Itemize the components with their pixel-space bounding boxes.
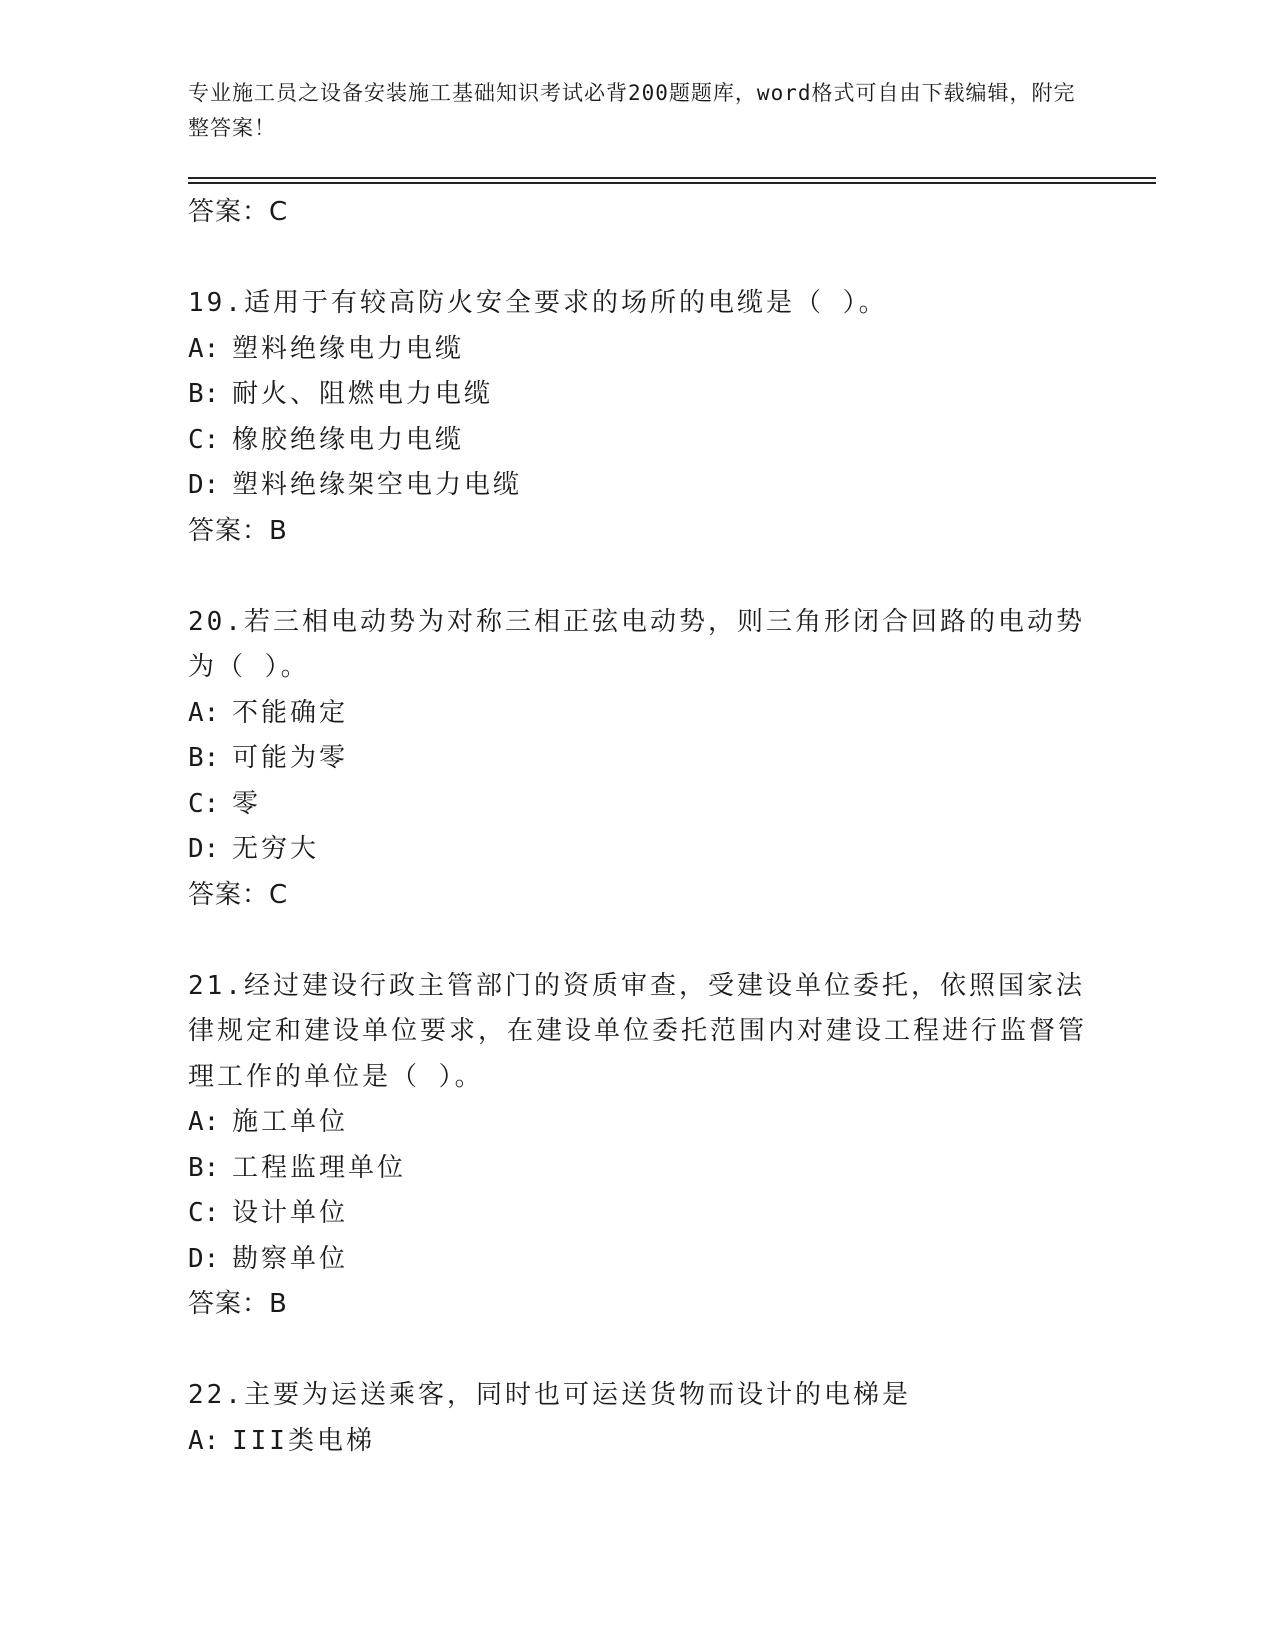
question-20 [188,600,1088,919]
option-b [188,736,1088,782]
option-letter: B: [188,743,220,773]
answer-line: 答案：C [188,879,289,910]
header-rule-top [188,177,1156,179]
option-text: 设计单位 [232,1198,349,1228]
option-text: 勘察单位 [232,1243,349,1274]
option-letter: D: [188,1243,220,1274]
header-rule-bottom [188,182,1156,184]
option-text: 不能确定 [232,697,349,728]
option-text: 工程监理单位 [232,1152,407,1183]
option-a [188,327,1088,373]
option-letter: D: [188,834,220,864]
question-19 [188,281,1088,554]
option-letter: B: [188,379,220,409]
option-letter: D: [188,470,220,500]
option-letter: A: [188,1107,220,1137]
option-a [188,1419,1088,1465]
option-text: 无穷大 [232,834,320,864]
question-stem: 21.经过建设行政主管部门的资质审查，受建设单位委托，依照国家法律规定和建设单位要求，在建设单位委托范围内对建设工程进行监督管理工作的单位是（ ）。 [188,970,1088,1092]
option-letter: B: [188,1152,220,1183]
question-stem: 19.适用于有较高防火安全要求的场所的电缆是（ ）。 [188,288,888,318]
option-text: 可能为零 [232,743,349,773]
option-d [188,827,1088,873]
option-text: 零 [232,788,262,819]
question-22 [188,1373,1088,1464]
option-c [188,1191,1088,1237]
option-letter: C: [188,424,220,455]
option-b [188,372,1088,418]
option-c [188,418,1088,464]
option-letter: A: [188,333,220,364]
answer-line: 答案：C [188,197,289,227]
option-letter: C: [188,788,220,819]
document-header: 专业施工员之设备安装施工基础知识考试必背200题题库，word格式可自由下载编辑，附完整答案！ [188,81,1076,140]
option-a [188,691,1088,737]
option-text: 塑料绝缘架空电力电缆 [232,470,523,500]
answer-line: 答案：B [188,515,288,546]
option-letter: A: [188,1425,220,1456]
option-d [188,1237,1088,1283]
question-stem: 20.若三相电动势为对称三相正弦电动势，则三角形闭合回路的电动势为（ ）。 [188,606,1085,682]
option-text: III类电梯 [232,1425,375,1456]
option-text: 耐火、阻燃电力电缆 [232,379,494,409]
question-list [188,190,1088,1464]
option-text: 塑料绝缘电力电缆 [232,333,465,364]
option-a [188,1100,1088,1146]
question-21 [188,964,1088,1328]
question-stem: 22.主要为运送乘客，同时也可运送货物而设计的电梯是 [188,1380,911,1410]
option-c [188,782,1088,828]
option-text: 施工单位 [232,1107,349,1137]
answer-line: 答案：B [188,1289,288,1319]
option-letter: A: [188,697,220,728]
option-d [188,463,1088,509]
option-letter: C: [188,1198,220,1228]
option-text: 橡胶绝缘电力电缆 [232,424,465,455]
option-b [188,1146,1088,1192]
